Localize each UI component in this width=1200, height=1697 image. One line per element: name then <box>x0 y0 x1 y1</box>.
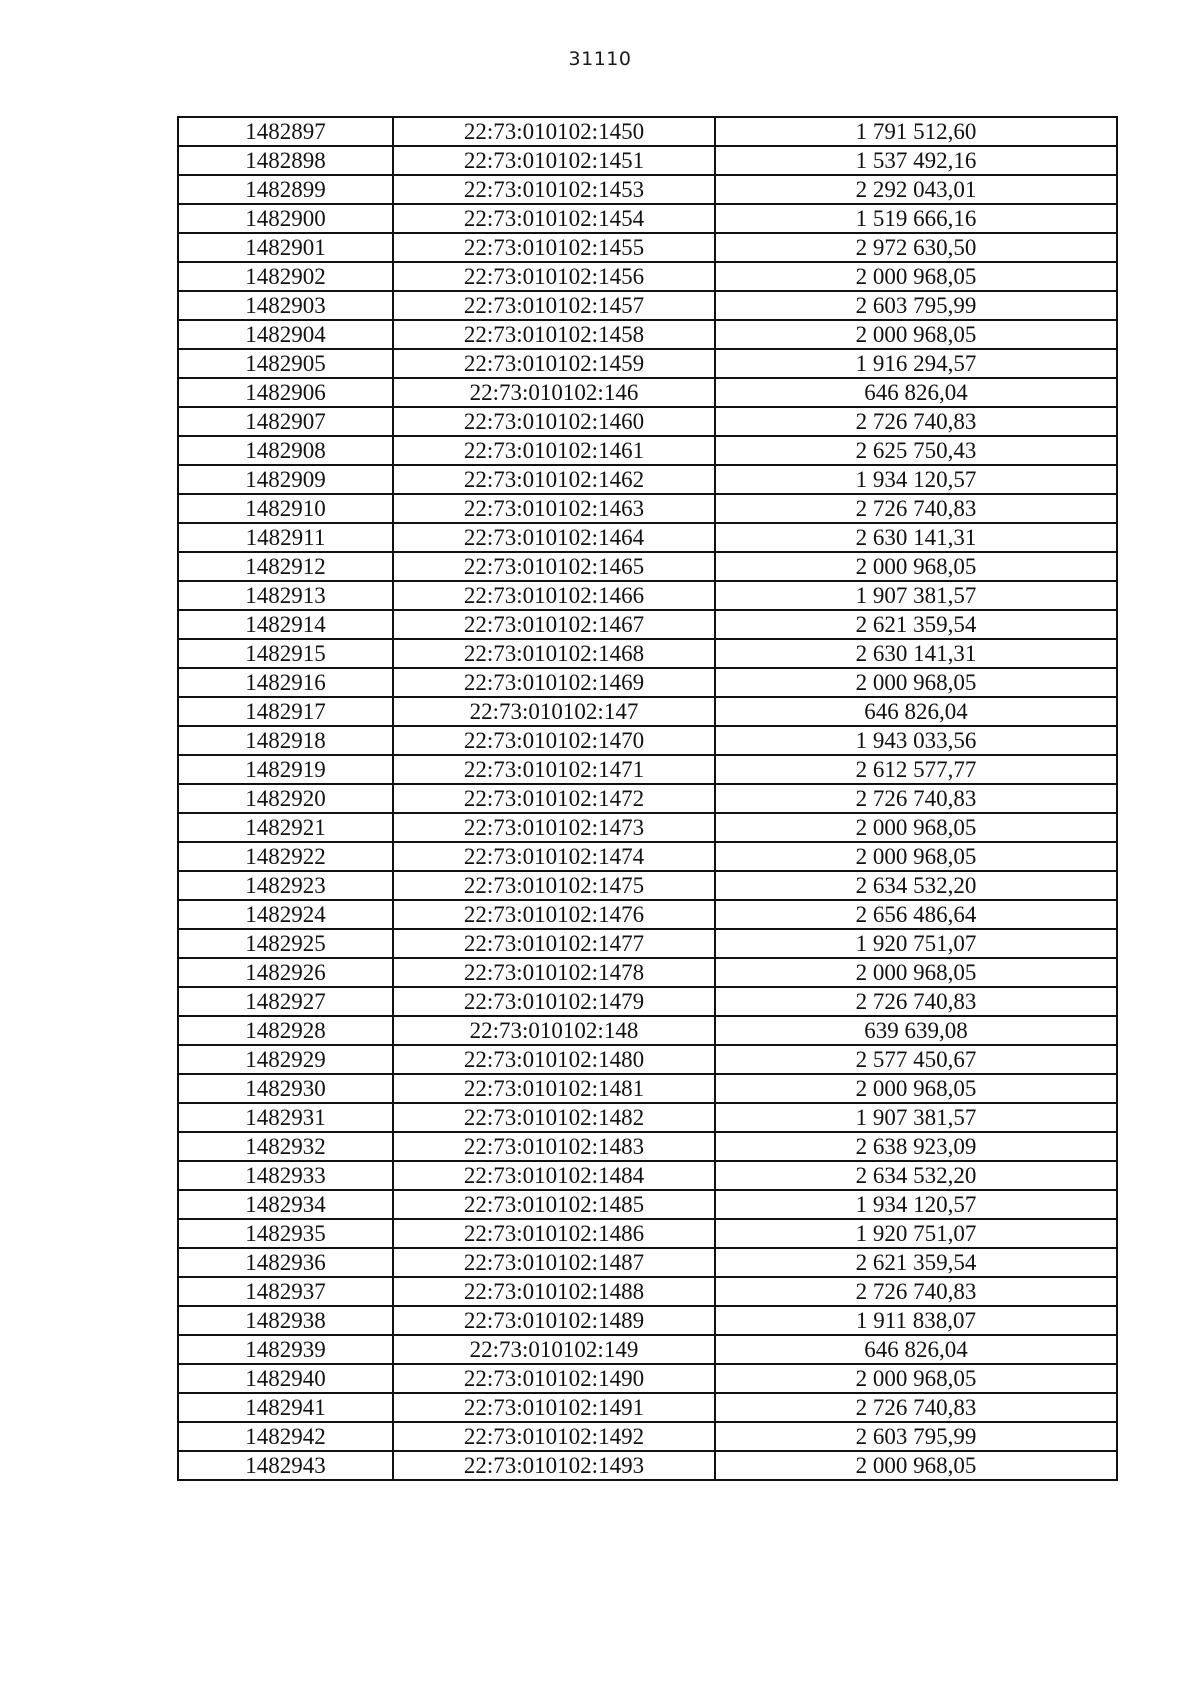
table-row <box>178 1248 1117 1277</box>
row-number-cell: 1482923 <box>178 871 393 900</box>
cadastral-value-cell: 2 630 141,31 <box>715 639 1117 668</box>
row-number-cell: 1482905 <box>178 349 393 378</box>
table-row <box>178 1074 1117 1103</box>
cadastral-number-cell: 22:73:010102:1462 <box>393 465 715 494</box>
table-row <box>178 610 1117 639</box>
cadastral-number-cell: 22:73:010102:146 <box>393 378 715 407</box>
table-row <box>178 929 1117 958</box>
table-row <box>178 1364 1117 1393</box>
row-number-cell: 1482927 <box>178 987 393 1016</box>
cadastral-value-cell: 2 000 968,05 <box>715 1451 1117 1480</box>
row-number-cell: 1482924 <box>178 900 393 929</box>
row-number-cell: 1482939 <box>178 1335 393 1364</box>
cadastral-value-cell: 2 000 968,05 <box>715 320 1117 349</box>
table-row <box>178 1045 1117 1074</box>
row-number-cell: 1482930 <box>178 1074 393 1103</box>
table-row <box>178 987 1117 1016</box>
cadastral-value-table <box>177 116 1118 1481</box>
cadastral-number-cell: 22:73:010102:1483 <box>393 1132 715 1161</box>
cadastral-number-cell: 22:73:010102:1458 <box>393 320 715 349</box>
table-row <box>178 900 1117 929</box>
cadastral-value-cell: 2 621 359,54 <box>715 1248 1117 1277</box>
row-number-cell: 1482928 <box>178 1016 393 1045</box>
row-number-cell: 1482910 <box>178 494 393 523</box>
row-number-cell: 1482931 <box>178 1103 393 1132</box>
row-number-cell: 1482912 <box>178 552 393 581</box>
table-row <box>178 146 1117 175</box>
cadastral-number-cell: 22:73:010102:1474 <box>393 842 715 871</box>
table-row <box>178 697 1117 726</box>
cadastral-value-cell: 2 000 968,05 <box>715 668 1117 697</box>
row-number-cell: 1482909 <box>178 465 393 494</box>
table-row <box>178 668 1117 697</box>
row-number-cell: 1482929 <box>178 1045 393 1074</box>
cadastral-value-cell: 2 577 450,67 <box>715 1045 1117 1074</box>
table-row <box>178 726 1117 755</box>
cadastral-value-cell: 1 791 512,60 <box>715 117 1117 146</box>
cadastral-value-cell: 2 638 923,09 <box>715 1132 1117 1161</box>
cadastral-value-cell: 1 907 381,57 <box>715 581 1117 610</box>
table-row <box>178 958 1117 987</box>
cadastral-value-cell: 646 826,04 <box>715 378 1117 407</box>
row-number-cell: 1482941 <box>178 1393 393 1422</box>
table-row <box>178 117 1117 146</box>
cadastral-number-cell: 22:73:010102:1451 <box>393 146 715 175</box>
row-number-cell: 1482916 <box>178 668 393 697</box>
cadastral-value-cell: 2 630 141,31 <box>715 523 1117 552</box>
cadastral-number-cell: 22:73:010102:1469 <box>393 668 715 697</box>
cadastral-value-cell: 2 000 968,05 <box>715 813 1117 842</box>
cadastral-value-cell: 1 537 492,16 <box>715 146 1117 175</box>
cadastral-value-cell: 1 911 838,07 <box>715 1306 1117 1335</box>
table-row <box>178 1277 1117 1306</box>
row-number-cell: 1482937 <box>178 1277 393 1306</box>
table-row <box>178 813 1117 842</box>
cadastral-number-cell: 22:73:010102:1482 <box>393 1103 715 1132</box>
cadastral-number-cell: 22:73:010102:1487 <box>393 1248 715 1277</box>
row-number-cell: 1482907 <box>178 407 393 436</box>
cadastral-number-cell: 22:73:010102:1493 <box>393 1451 715 1480</box>
cadastral-value-cell: 2 726 740,83 <box>715 784 1117 813</box>
table-row <box>178 1393 1117 1422</box>
row-number-cell: 1482942 <box>178 1422 393 1451</box>
table-row <box>178 755 1117 784</box>
cadastral-value-cell: 2 292 043,01 <box>715 175 1117 204</box>
cadastral-value-cell: 2 625 750,43 <box>715 436 1117 465</box>
cadastral-number-cell: 22:73:010102:1478 <box>393 958 715 987</box>
cadastral-value-cell: 2 656 486,64 <box>715 900 1117 929</box>
row-number-cell: 1482904 <box>178 320 393 349</box>
cadastral-number-cell: 22:73:010102:1455 <box>393 233 715 262</box>
table-row <box>178 262 1117 291</box>
row-number-cell: 1482917 <box>178 697 393 726</box>
cadastral-number-cell: 22:73:010102:1490 <box>393 1364 715 1393</box>
cadastral-number-cell: 22:73:010102:1488 <box>393 1277 715 1306</box>
row-number-cell: 1482940 <box>178 1364 393 1393</box>
cadastral-value-cell: 2 726 740,83 <box>715 987 1117 1016</box>
cadastral-value-cell: 646 826,04 <box>715 697 1117 726</box>
cadastral-value-cell: 1 943 033,56 <box>715 726 1117 755</box>
cadastral-value-cell: 2 634 532,20 <box>715 871 1117 900</box>
table-row <box>178 436 1117 465</box>
row-number-cell: 1482919 <box>178 755 393 784</box>
row-number-cell: 1482914 <box>178 610 393 639</box>
cadastral-value-cell: 2 000 968,05 <box>715 262 1117 291</box>
table-body <box>178 117 1117 1480</box>
row-number-cell: 1482943 <box>178 1451 393 1480</box>
cadastral-value-cell: 1 934 120,57 <box>715 465 1117 494</box>
row-number-cell: 1482899 <box>178 175 393 204</box>
cadastral-value-cell: 2 634 532,20 <box>715 1161 1117 1190</box>
cadastral-number-cell: 22:73:010102:1468 <box>393 639 715 668</box>
cadastral-number-cell: 22:73:010102:147 <box>393 697 715 726</box>
row-number-cell: 1482918 <box>178 726 393 755</box>
cadastral-number-cell: 22:73:010102:1486 <box>393 1219 715 1248</box>
cadastral-value-cell: 1 916 294,57 <box>715 349 1117 378</box>
cadastral-number-cell: 22:73:010102:1456 <box>393 262 715 291</box>
cadastral-value-cell: 639 639,08 <box>715 1016 1117 1045</box>
cadastral-value-cell: 1 519 666,16 <box>715 204 1117 233</box>
cadastral-value-cell: 2 726 740,83 <box>715 407 1117 436</box>
row-number-cell: 1482915 <box>178 639 393 668</box>
table-row <box>178 1132 1117 1161</box>
table-row <box>178 1103 1117 1132</box>
table-row <box>178 523 1117 552</box>
row-number-cell: 1482913 <box>178 581 393 610</box>
row-number-cell: 1482932 <box>178 1132 393 1161</box>
row-number-cell: 1482897 <box>178 117 393 146</box>
table-row <box>178 1016 1117 1045</box>
cadastral-number-cell: 22:73:010102:1453 <box>393 175 715 204</box>
cadastral-number-cell: 22:73:010102:1471 <box>393 755 715 784</box>
row-number-cell: 1482906 <box>178 378 393 407</box>
cadastral-value-cell: 2 000 968,05 <box>715 1074 1117 1103</box>
cadastral-number-cell: 22:73:010102:1492 <box>393 1422 715 1451</box>
cadastral-value-cell: 2 000 968,05 <box>715 842 1117 871</box>
cadastral-number-cell: 22:73:010102:1467 <box>393 610 715 639</box>
cadastral-value-cell: 2 603 795,99 <box>715 1422 1117 1451</box>
cadastral-value-cell: 1 920 751,07 <box>715 929 1117 958</box>
cadastral-number-cell: 22:73:010102:1470 <box>393 726 715 755</box>
table-row <box>178 1190 1117 1219</box>
row-number-cell: 1482935 <box>178 1219 393 1248</box>
cadastral-number-cell: 22:73:010102:1465 <box>393 552 715 581</box>
cadastral-number-cell: 22:73:010102:1461 <box>393 436 715 465</box>
cadastral-value-cell: 1 920 751,07 <box>715 1219 1117 1248</box>
cadastral-number-cell: 22:73:010102:1477 <box>393 929 715 958</box>
cadastral-number-cell: 22:73:010102:1450 <box>393 117 715 146</box>
row-number-cell: 1482934 <box>178 1190 393 1219</box>
cadastral-number-cell: 22:73:010102:1491 <box>393 1393 715 1422</box>
cadastral-number-cell: 22:73:010102:1472 <box>393 784 715 813</box>
table-row <box>178 378 1117 407</box>
table-row <box>178 581 1117 610</box>
row-number-cell: 1482901 <box>178 233 393 262</box>
cadastral-value-cell: 2 000 968,05 <box>715 958 1117 987</box>
row-number-cell: 1482933 <box>178 1161 393 1190</box>
cadastral-number-cell: 22:73:010102:1460 <box>393 407 715 436</box>
cadastral-number-cell: 22:73:010102:1485 <box>393 1190 715 1219</box>
table-row <box>178 871 1117 900</box>
cadastral-value-cell: 2 726 740,83 <box>715 1277 1117 1306</box>
cadastral-number-cell: 22:73:010102:1466 <box>393 581 715 610</box>
cadastral-number-cell: 22:73:010102:1475 <box>393 871 715 900</box>
cadastral-number-cell: 22:73:010102:1464 <box>393 523 715 552</box>
page-number: 31110 <box>568 48 632 70</box>
cadastral-number-cell: 22:73:010102:1473 <box>393 813 715 842</box>
table-row <box>178 320 1117 349</box>
cadastral-value-cell: 2 000 968,05 <box>715 552 1117 581</box>
table-row <box>178 233 1117 262</box>
row-number-cell: 1482922 <box>178 842 393 871</box>
cadastral-number-cell: 22:73:010102:1463 <box>393 494 715 523</box>
cadastral-number-cell: 22:73:010102:1479 <box>393 987 715 1016</box>
cadastral-number-cell: 22:73:010102:1480 <box>393 1045 715 1074</box>
table-row <box>178 494 1117 523</box>
table-row <box>178 842 1117 871</box>
row-number-cell: 1482903 <box>178 291 393 320</box>
table-row <box>178 291 1117 320</box>
row-number-cell: 1482900 <box>178 204 393 233</box>
cadastral-number-cell: 22:73:010102:148 <box>393 1016 715 1045</box>
table-row <box>178 552 1117 581</box>
table-row <box>178 1219 1117 1248</box>
row-number-cell: 1482926 <box>178 958 393 987</box>
row-number-cell: 1482911 <box>178 523 393 552</box>
row-number-cell: 1482936 <box>178 1248 393 1277</box>
cadastral-value-cell: 2 726 740,83 <box>715 494 1117 523</box>
cadastral-number-cell: 22:73:010102:1484 <box>393 1161 715 1190</box>
table-row <box>178 1422 1117 1451</box>
cadastral-number-cell: 22:73:010102:1457 <box>393 291 715 320</box>
table-row <box>178 639 1117 668</box>
row-number-cell: 1482938 <box>178 1306 393 1335</box>
row-number-cell: 1482925 <box>178 929 393 958</box>
row-number-cell: 1482902 <box>178 262 393 291</box>
row-number-cell: 1482921 <box>178 813 393 842</box>
table-row <box>178 175 1117 204</box>
cadastral-number-cell: 22:73:010102:1459 <box>393 349 715 378</box>
cadastral-number-cell: 22:73:010102:1476 <box>393 900 715 929</box>
cadastral-value-cell: 1 907 381,57 <box>715 1103 1117 1132</box>
cadastral-value-cell: 646 826,04 <box>715 1335 1117 1364</box>
table-row <box>178 204 1117 233</box>
cadastral-value-cell: 2 000 968,05 <box>715 1364 1117 1393</box>
row-number-cell: 1482898 <box>178 146 393 175</box>
cadastral-value-cell: 2 972 630,50 <box>715 233 1117 262</box>
row-number-cell: 1482920 <box>178 784 393 813</box>
cadastral-value-cell: 1 934 120,57 <box>715 1190 1117 1219</box>
table-row <box>178 784 1117 813</box>
cadastral-value-cell: 2 603 795,99 <box>715 291 1117 320</box>
table-row <box>178 349 1117 378</box>
cadastral-number-cell: 22:73:010102:1454 <box>393 204 715 233</box>
table-row <box>178 465 1117 494</box>
row-number-cell: 1482908 <box>178 436 393 465</box>
table-row <box>178 1335 1117 1364</box>
table-row <box>178 1161 1117 1190</box>
table-row <box>178 1306 1117 1335</box>
cadastral-value-cell: 2 726 740,83 <box>715 1393 1117 1422</box>
table-row <box>178 1451 1117 1480</box>
cadastral-number-cell: 22:73:010102:1481 <box>393 1074 715 1103</box>
cadastral-number-cell: 22:73:010102:149 <box>393 1335 715 1364</box>
cadastral-value-cell: 2 612 577,77 <box>715 755 1117 784</box>
cadastral-value-cell: 2 621 359,54 <box>715 610 1117 639</box>
cadastral-number-cell: 22:73:010102:1489 <box>393 1306 715 1335</box>
table-row <box>178 407 1117 436</box>
